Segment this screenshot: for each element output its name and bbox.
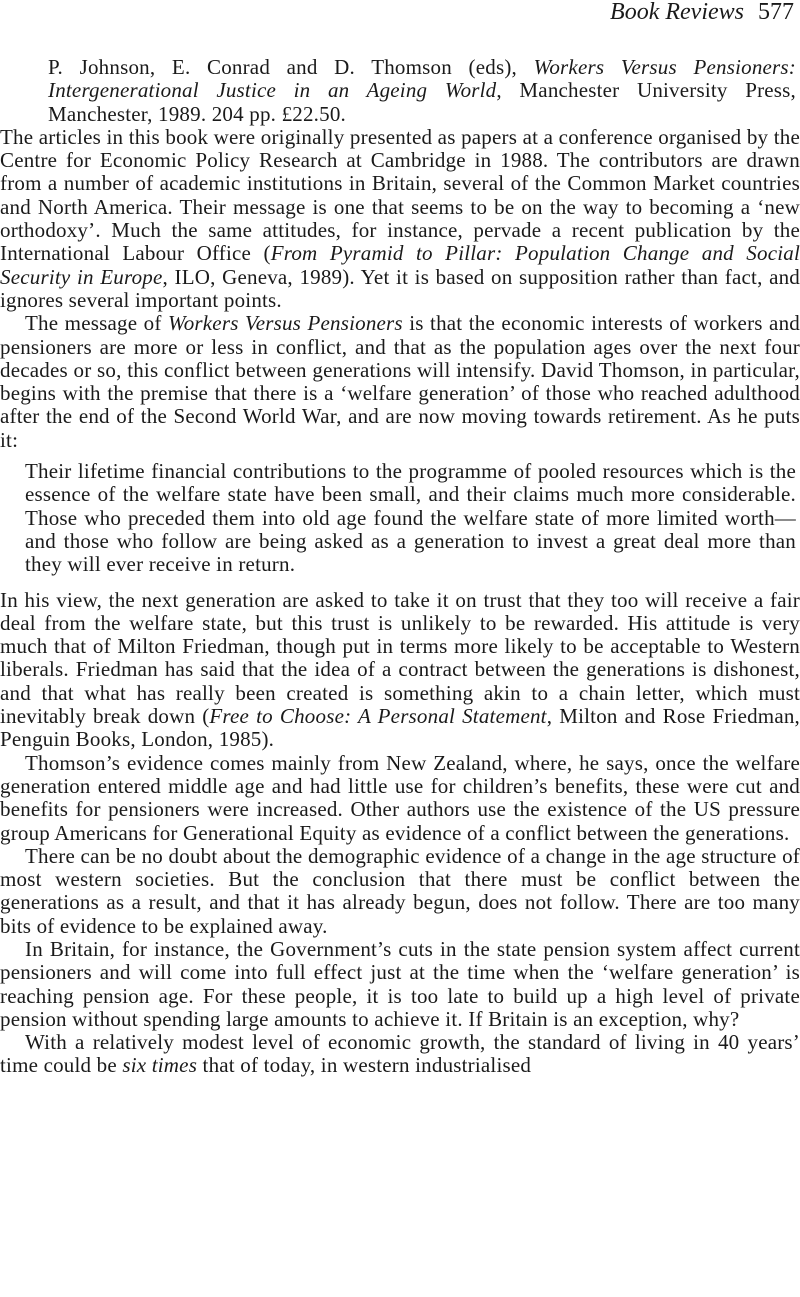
paragraph-7-end: that of today, in western industrialised (197, 1053, 532, 1078)
paragraph-7-emphasis: six times (122, 1053, 198, 1078)
paragraph-3-text: In his view, the next generation are asked to take it on trust that they too will receive a fair deal from the welfare state, but this trust is unlikely to be rewarded. His attitude is very much that of Milton Friedman, though put in terms more likely to be acceptable to Western liberals. Friedman has said that the idea of a contract between the generations is dishonest, and that what has really been created is something akin to a chain letter, which must inevitably break down ( (0, 587, 800, 729)
review-body (0, 56, 800, 1078)
running-head-title: Book Reviews (610, 0, 744, 25)
paragraph-3 (0, 589, 800, 752)
paragraph-7-start: With a relatively modest level of economic growth, the standard of living in 40 years’ time could be (0, 1030, 800, 1078)
paragraph-2-title: Workers Versus Pensioners (167, 311, 403, 336)
paragraph-3-end: , Milton and Rose Friedman, Penguin Books, London, 1985). (0, 704, 800, 752)
citation-title: Workers Versus Pensioners: Intergenerational Justice in an Ageing World (48, 55, 796, 103)
paragraph-3-reference: Free to Choose: A Personal Statement (209, 704, 547, 729)
citation-authors: P. Johnson, E. Conrad and D. Thomson (eds), (48, 55, 534, 79)
paragraph-6: In Britain, for instance, the Government’s cuts in the state pension system affect current pensioners and will come into full effect just at the time when the ‘welfare generation’ is reaching pension age. For these people, it is too late to build up a high level of private pension without spending large amounts to achieve it. If Britain is an exception, why? (0, 936, 800, 1031)
book-citation (0, 56, 800, 126)
paragraph-2-start: The message of (25, 311, 168, 336)
paragraph-2 (0, 312, 800, 452)
page-number: 577 (758, 0, 794, 25)
paragraph-5: There can be no doubt about the demographic evidence of a change in the age structure of most western societies. But the conclusion that there must be conflict between the generations as a result, and that it has already begun, does not follow. There are too many bits of evidence to be explained away. (0, 843, 800, 938)
paragraph-1-reference: From Pyramid to Pillar: Population Change and Social Security in Europe (0, 241, 800, 289)
paragraph-7 (0, 1031, 800, 1078)
paragraph-1 (0, 126, 800, 312)
paragraph-4: Thomson’s evidence comes mainly from New Zealand, where, he says, once the welfare generation entered middle age and had little use for children’s benefits, these were cut and benefits for pensioners were increased. Other authors use the existence of the US pressure group Americans for Generational Equity as evidence of a conflict between the generations. (0, 750, 800, 845)
citation-publisher: , Manchester University Press, Manchester, 1989. 204 pp. £22.50. (48, 78, 796, 126)
paragraph-2-end: is that the economic interests of workers and pensioners are more or less in conflict, and that as the population ages over the next four decades or so, this conflict between generations will intensify. David Thomson, in particular, begins with the premise that there is a ‘welfare generation’ of those who reached adulthood after the end of the Second World War, and are now moving towards retirement. As he puts it: (0, 311, 800, 452)
running-header (610, 0, 794, 24)
block-quote: Their lifetime financial contributions to the programme of pooled resources which is the essence of the welfare state have been small, and their claims much more considerable. Those who preceded them into old age found the welfare state of more limited worth—and those who follow are being asked as a generation to invest a great deal more than they will ever receive in return. (25, 459, 796, 577)
paragraph-1-text: The articles in this book were originally presented as papers at a conference organised by the Centre for Economic Policy Research at Cambridge in 1988. The contributors are drawn from a number of academic institutions in Britain, several of the Common Market countries and North America. Their message is one that seems to be on the way to becoming a ‘new orthodoxy’. Much the same attitudes, for instance, pervade a recent publication by the International Labour Office ( (0, 124, 800, 266)
paragraph-1-end: , ILO, Geneva, 1989). Yet it is based on supposition rather than fact, and ignores several important points. (0, 264, 800, 312)
